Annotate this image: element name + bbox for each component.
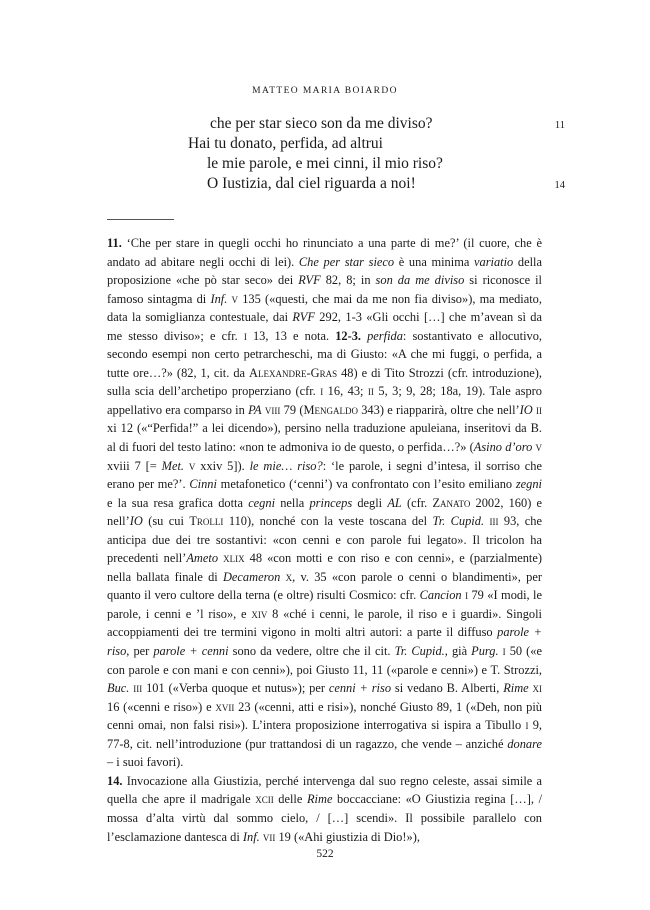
italic-text: Tr. Cupid. xyxy=(394,644,445,659)
italic-text: le mie… riso? xyxy=(249,458,323,473)
small-caps-text: iii xyxy=(133,681,143,696)
note-text: della proposizione «che pò star seco» dei xyxy=(107,254,542,288)
note-text: 48 «con motti e con riso e con cenni», e (parzialmente) nella ballata finale di xyxy=(107,551,542,584)
poem-stanza xyxy=(0,114,650,194)
verse-line xyxy=(0,174,650,194)
verse-text: Hai tu donato, perfida, ad altrui xyxy=(188,135,383,152)
small-caps-text: v xyxy=(231,291,239,306)
note-text: degli xyxy=(352,495,388,510)
italic-text: variatio xyxy=(474,254,514,269)
note-text: delle xyxy=(273,792,307,807)
small-caps-text: ii xyxy=(367,384,374,399)
small-caps-text: xvii xyxy=(215,699,235,714)
running-head: MATTEO MARIA BOIARDO xyxy=(252,86,398,96)
italic-text: Cancion xyxy=(419,588,462,603)
note-text: 79 ( xyxy=(280,402,304,417)
small-caps-text: xi xyxy=(532,681,543,696)
small-caps-text: viii xyxy=(264,402,281,417)
italic-text: RVF xyxy=(292,310,315,325)
note-text: ‘Che per stare in quegli occhi ho rinunciato a una parte di me?’ (il cuore, che è andato ad abitare negli occhi di lei). xyxy=(107,236,542,269)
verse-line xyxy=(0,134,650,154)
note-text: 16 («cenni e riso») e xyxy=(107,699,216,714)
note-text: : sostantivato e allocutivo, secondo esempi non certo petrarcheschi, ma di Giusto: «A che mi fuggi, o perfida, a tutte ore…?» (82, 1, cit. da xyxy=(107,328,542,380)
small-caps-text: Alexandre-Gras xyxy=(249,365,338,380)
small-caps-text: iii xyxy=(489,514,499,529)
note-text: 16, 43; xyxy=(323,384,368,399)
italic-text: Rime xyxy=(503,681,529,696)
small-caps-text: vii xyxy=(262,829,276,844)
note-text: 13, 13 e nota. xyxy=(246,328,336,343)
italic-text: Inf. xyxy=(210,291,228,306)
note-text: – i suoi favori). xyxy=(107,755,184,770)
note-lemma-number: 12-3. xyxy=(335,328,361,343)
small-caps-text: ii xyxy=(536,402,543,417)
note-text: 292, 1-3 «Gli occhi […] che m’avean sì da me stesso diviso»; e cfr. xyxy=(107,310,542,343)
italic-text: Met. xyxy=(161,458,185,473)
note-text: 50 («e con parole e con mani e con cenni»), poi Giusto 11, 11 («parole e cenni») e T. Strozzi, xyxy=(107,644,542,677)
note-text: , per xyxy=(126,644,154,659)
page-number: 522 xyxy=(316,848,334,860)
small-caps-text: i xyxy=(502,644,506,659)
small-caps-text: xcii xyxy=(255,792,274,807)
italic-text: princeps xyxy=(309,495,353,510)
note-text: 9, 77-8, cit. nell’introduzione (pur trattandosi di un ragazzo, che vende – anziché xyxy=(107,718,543,751)
italic-text: AL xyxy=(387,495,402,510)
italic-text: Decameron xyxy=(222,569,281,584)
footnote-divider xyxy=(107,219,174,220)
note-text: xviii 7 [= xyxy=(107,458,162,473)
small-caps-text: i xyxy=(465,588,469,603)
verse-text: che per star sieco son da me diviso? xyxy=(210,115,433,132)
note-text: 5, 3; 9, 28; 18a, 19). Tale aspro appellativo era comparso in xyxy=(107,384,542,417)
italic-text: IO xyxy=(129,514,143,529)
note-text: sono da vedere, oltre che il cit. xyxy=(228,644,395,659)
note-text: , v. 35 «con parole o cenni o blandimenti», per quanto il vero cultore della terna (e oltre) risulti Cosmico: cfr. xyxy=(107,569,542,603)
note-text: 8 «ché i cenni, le parole, il riso e i guardi». Singoli accoppiamenti dei tre termini vigono in molti altri autori: a parte il diffuso xyxy=(107,606,542,640)
note-text: 135 («questi, che mai da me non fia diviso»), ma mediato, data la somiglianza contestuale, dai xyxy=(107,291,542,325)
italic-text: Asino d’oro xyxy=(473,440,533,455)
small-caps-text: x xyxy=(285,569,293,584)
note-text: si vedano B. Alberti, xyxy=(391,681,504,696)
italic-text: Ameto xyxy=(186,551,219,566)
italic-text: Tr. Cupid. xyxy=(432,514,485,529)
note-text: nella xyxy=(275,495,310,510)
italic-text: Rime xyxy=(306,792,333,807)
note-lemma-number: 11. xyxy=(107,236,122,250)
verse-text: O Iustizia, dal ciel riguarda a noi! xyxy=(207,175,416,192)
note-text: boccacciane: «O Giustizia regina […], / mossa d’alta virtù dal sommo cielo, / […] scendi». Il possibile parallelo con l’esclamazione dantesca di xyxy=(107,792,543,844)
verse-line xyxy=(0,154,650,174)
note-text: (su cui xyxy=(142,514,190,529)
note-text: xxiv 5]). xyxy=(195,458,250,473)
italic-text: zegni xyxy=(515,477,542,492)
verse-line xyxy=(0,114,650,134)
verse-text: le mie parole, e mei cinni, il mio riso? xyxy=(207,155,443,172)
italic-text: Cinni xyxy=(189,477,217,492)
small-caps-text: v xyxy=(535,440,542,455)
italic-text: Che per star sieco xyxy=(298,254,395,269)
note-text: : ‘le parole, i segni d’intesa, il sorriso che erano per me?’. xyxy=(107,458,542,492)
italic-text: son da me diviso xyxy=(375,273,465,288)
small-caps-text: xlix xyxy=(223,551,245,566)
italic-text: perfida xyxy=(367,328,403,343)
note-text: si riconosce il famoso sintagma di xyxy=(107,273,542,306)
note-text: 19 («Ahi giustizia di Dio!»), xyxy=(275,829,420,844)
note-text: , già xyxy=(444,644,472,659)
note-text: 79 «I modi, le parole, i cenni e ’l riso», e xyxy=(107,588,542,621)
note-text: 2002, 160) e nell’ xyxy=(107,495,543,529)
italic-text: parole + riso xyxy=(107,625,542,659)
small-caps-text: i xyxy=(320,384,324,399)
italic-text: Buc. xyxy=(107,681,130,696)
small-caps-text: xiv xyxy=(251,606,268,621)
small-caps-text: Zanato xyxy=(432,495,471,510)
note-text: 101 («Verba quoque et nutus»); per xyxy=(142,681,329,696)
small-caps-text: Mengaldo xyxy=(303,402,358,417)
italic-text: Inf. xyxy=(242,829,260,844)
note-lemma-number: 14. xyxy=(107,773,123,788)
note-text: 82, 8; in xyxy=(320,273,376,288)
note-text: xi 12 («“Perfida!” a lei dicendo»), persino nella traduzione apuleiana, inseritovi da B. al di fuori del testo latino: «non te admoniva io de questo, o perfida…?» ( xyxy=(107,421,542,455)
italic-text: cenni + riso xyxy=(328,681,392,696)
italic-text: RVF xyxy=(298,273,321,288)
note-text: è una minima xyxy=(394,254,474,269)
note-text: 93, che anticipa due dei tre sostantivi: «con cenni e con parole fui legato». Il tricolon ha precedenti nell’ xyxy=(107,514,542,566)
note-text: metafonetico (‘cenni’) va confrontato con l’esito emiliano xyxy=(216,477,516,492)
italic-text: donare xyxy=(507,736,542,751)
italic-text: cegni xyxy=(248,495,276,510)
note-text: e la sua resa grafica dotta xyxy=(107,495,249,510)
verse-number: 14 xyxy=(554,180,565,191)
verse-number: 11 xyxy=(554,120,565,131)
small-caps-text: Trolli xyxy=(189,514,224,529)
note-text: 23 («cenni, atti e risi»), nonché Giusto 89, 1 («Deh, non più cenni omai, non falsi risi»). L’intera proposizione interrogativa si ispira a Tibullo xyxy=(107,699,542,733)
italic-text: IO xyxy=(519,402,533,417)
note-text: Invocazione alla Giustizia, perché intervenga dal suo regno celeste, assai simile a quella che apre il madrigale xyxy=(107,773,542,807)
small-caps-text: i xyxy=(525,718,529,733)
italic-text: parole + cenni xyxy=(153,644,229,659)
italic-text: Purg. xyxy=(471,644,499,659)
note-text: (cfr. xyxy=(401,495,433,510)
small-caps-text: i xyxy=(243,328,247,343)
small-caps-text: v xyxy=(188,458,196,473)
note-text: 110), nonché con la veste toscana del xyxy=(223,514,433,529)
note-text: 48) e di Tito Strozzi (cfr. introduzione), sulla scia dell’archetipo properziano (cfr. xyxy=(107,365,542,399)
commentary-notes xyxy=(107,234,542,846)
italic-text: PA xyxy=(248,402,262,417)
note-text: 343) e riapparirà, oltre che nell’ xyxy=(357,402,520,417)
